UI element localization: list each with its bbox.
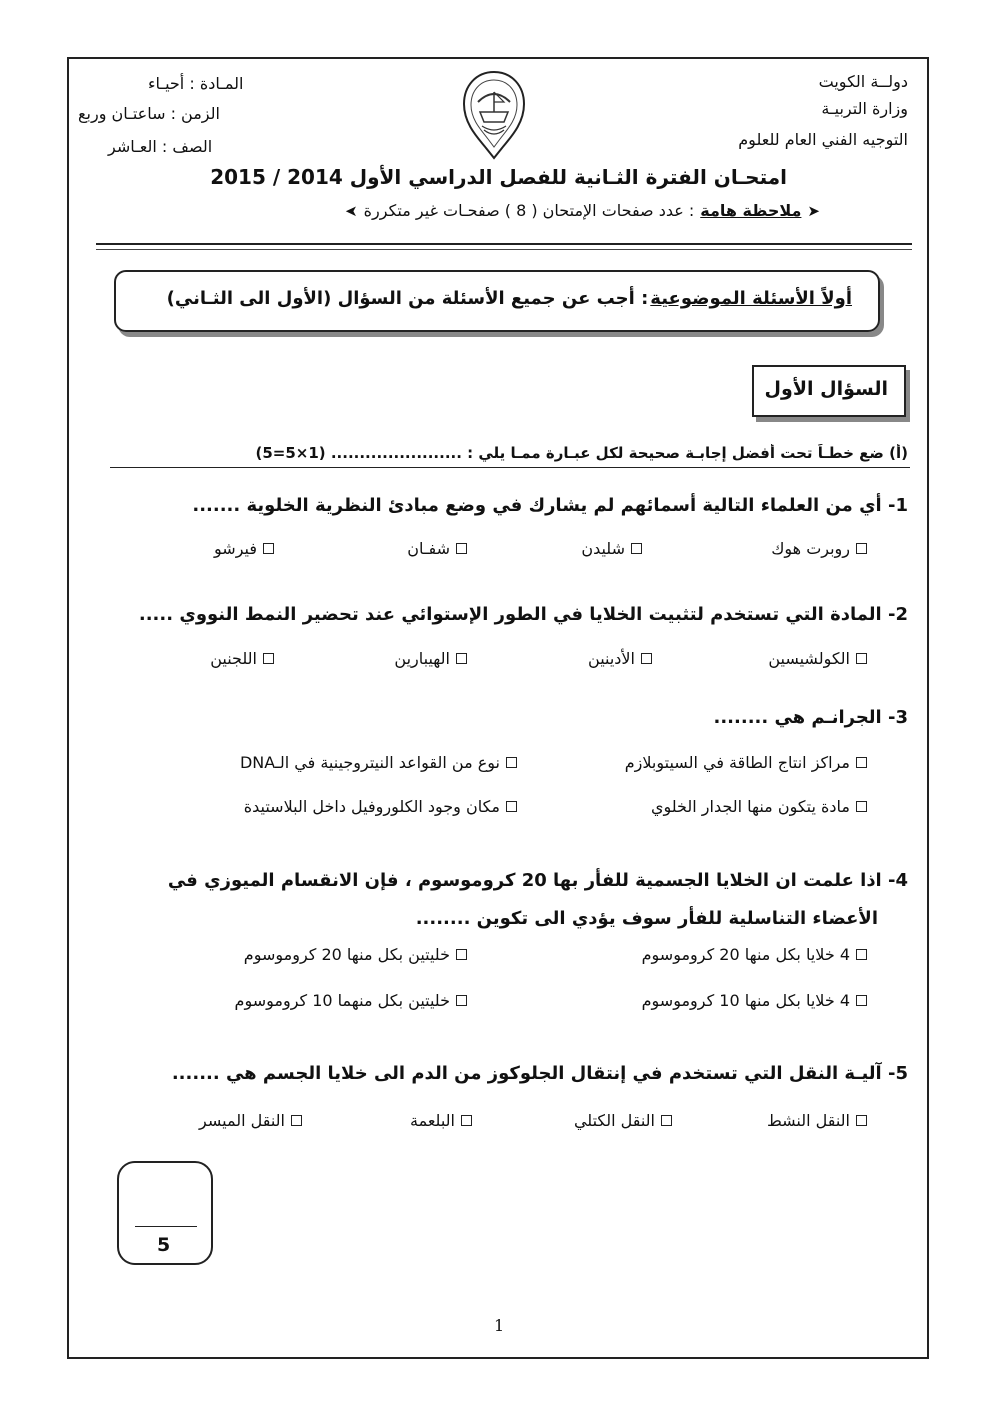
question-instruction: (أ) ضع خطـاً تحت أفضل إجابـة صحيحة لكل عبـارة ممـا يلي : ....................... (1×5=5)	[255, 444, 908, 462]
checkbox-icon[interactable]	[506, 801, 517, 812]
header-country: دولــة الكويت	[818, 72, 908, 91]
important-note	[345, 201, 820, 220]
question-item-4: 4- اذا علمت ان الخلايا الجسمية للفأر بها 20 كروموسوم ، فإن الانقسام الميوزي في	[167, 870, 908, 891]
kuwait-emblem-icon	[458, 68, 530, 160]
option-4d[interactable]: خليتين بكل منهما 10 كروموسوم	[235, 991, 467, 1010]
option-2c[interactable]: الهيبارين	[394, 649, 467, 668]
option-4b[interactable]: خليتين بكل منها 20 كروموسوم	[244, 945, 467, 964]
section-heading	[167, 288, 852, 309]
checkbox-icon[interactable]	[856, 949, 867, 960]
header-department: التوجيه الفني العام للعلوم	[738, 130, 908, 149]
divider-line	[96, 243, 912, 245]
header-subject: المـادة : أحيـاء	[148, 74, 244, 93]
option-5c[interactable]: البلعمة	[410, 1111, 472, 1130]
checkbox-icon[interactable]	[456, 543, 467, 554]
arrow-right-icon: ➤	[345, 201, 358, 220]
checkbox-icon[interactable]	[856, 801, 867, 812]
option-4c[interactable]: 4 خلايا بكل منها 10 كروموسوم	[642, 991, 867, 1010]
section-label: أولاً الأسئلة الموضوعية	[650, 288, 852, 309]
checkbox-icon[interactable]	[506, 757, 517, 768]
option-4a[interactable]: 4 خلايا بكل منها 20 كروموسوم	[642, 945, 867, 964]
score-line	[135, 1226, 197, 1227]
note-label: ملاحظة هامة	[700, 201, 802, 220]
option-3c[interactable]: مادة يتكون منها الجدار الخلوي	[651, 797, 867, 816]
checkbox-icon[interactable]	[856, 757, 867, 768]
question-item-1: 1- أي من العلماء التالية أسمائهم لم يشارك في وضع مبادئ النظرية الخلوية .......	[192, 495, 908, 516]
option-2a[interactable]: الكولشيسين	[768, 649, 867, 668]
note-text: : عدد صفحات الإمتحان ( 8 ) صفحـات غير متكررة	[363, 201, 695, 220]
checkbox-icon[interactable]	[631, 543, 642, 554]
checkbox-icon[interactable]	[661, 1115, 672, 1126]
checkbox-icon[interactable]	[263, 543, 274, 554]
question-one-title: السؤال الأول	[764, 378, 888, 400]
question-item-2: 2- المادة التي تستخدم لتثبيت الخلايا في الطور الإستوائي عند تحضير النمط النووي .....	[138, 604, 908, 625]
option-5d[interactable]: النقل الميسر	[199, 1111, 302, 1130]
question-item-5: 5- آليـة النقل التي تستخدم في إنتقال الجلوكوز من الدم الى خلايا الجسم هي .......	[171, 1063, 908, 1084]
option-2d[interactable]: اللجنين	[210, 649, 274, 668]
checkbox-icon[interactable]	[456, 653, 467, 664]
question-item-3: 3- الجرانـم هي ........	[713, 707, 908, 728]
divider-line-thin	[96, 249, 912, 250]
checkbox-icon[interactable]	[291, 1115, 302, 1126]
arrow-left-icon: ➤	[807, 201, 820, 220]
section-text: : أجب عن جميع الأسئلة من السؤال (الأول الى الثـاني)	[166, 288, 649, 309]
option-1a[interactable]: روبرت هوك	[771, 539, 867, 558]
score-value: 5	[157, 1234, 171, 1256]
option-2b[interactable]: الأدينين	[588, 649, 652, 668]
question-item-4-continued: الأعضاء التناسلية للفأر سوف يؤدي الى تكوين ........	[415, 908, 878, 929]
header-grade: الصف : العـاشر	[108, 137, 213, 156]
checkbox-icon[interactable]	[641, 653, 652, 664]
option-1d[interactable]: فيرشو	[214, 539, 274, 558]
checkbox-icon[interactable]	[263, 653, 274, 664]
option-3b[interactable]: نوع من القواعد النيتروجينية في الـDNA	[240, 753, 517, 772]
instruction-underline	[110, 467, 910, 468]
option-1b[interactable]: شليدن	[581, 539, 642, 558]
header-ministry: وزارة التربيـة	[821, 99, 908, 118]
checkbox-icon[interactable]	[856, 653, 867, 664]
option-3d[interactable]: مكان وجود الكلوروفيل داخل البلاستيدة	[244, 797, 517, 816]
checkbox-icon[interactable]	[856, 543, 867, 554]
page-number: 1	[494, 1316, 505, 1335]
exam-title: امتحـان الفترة الثـانية للفصل الدراسي الأول 2014 / 2015	[210, 165, 787, 189]
header-time: الزمن : ساعتـان وربع	[78, 104, 220, 123]
option-5a[interactable]: النقل النشط	[767, 1111, 867, 1130]
checkbox-icon[interactable]	[856, 1115, 867, 1126]
option-3a[interactable]: مراكز انتاج الطاقة في السيتوبلازم	[625, 753, 867, 772]
checkbox-icon[interactable]	[456, 995, 467, 1006]
option-1c[interactable]: شفـان	[407, 539, 467, 558]
checkbox-icon[interactable]	[461, 1115, 472, 1126]
option-5b[interactable]: النقل الكتلي	[574, 1111, 672, 1130]
checkbox-icon[interactable]	[456, 949, 467, 960]
checkbox-icon[interactable]	[856, 995, 867, 1006]
